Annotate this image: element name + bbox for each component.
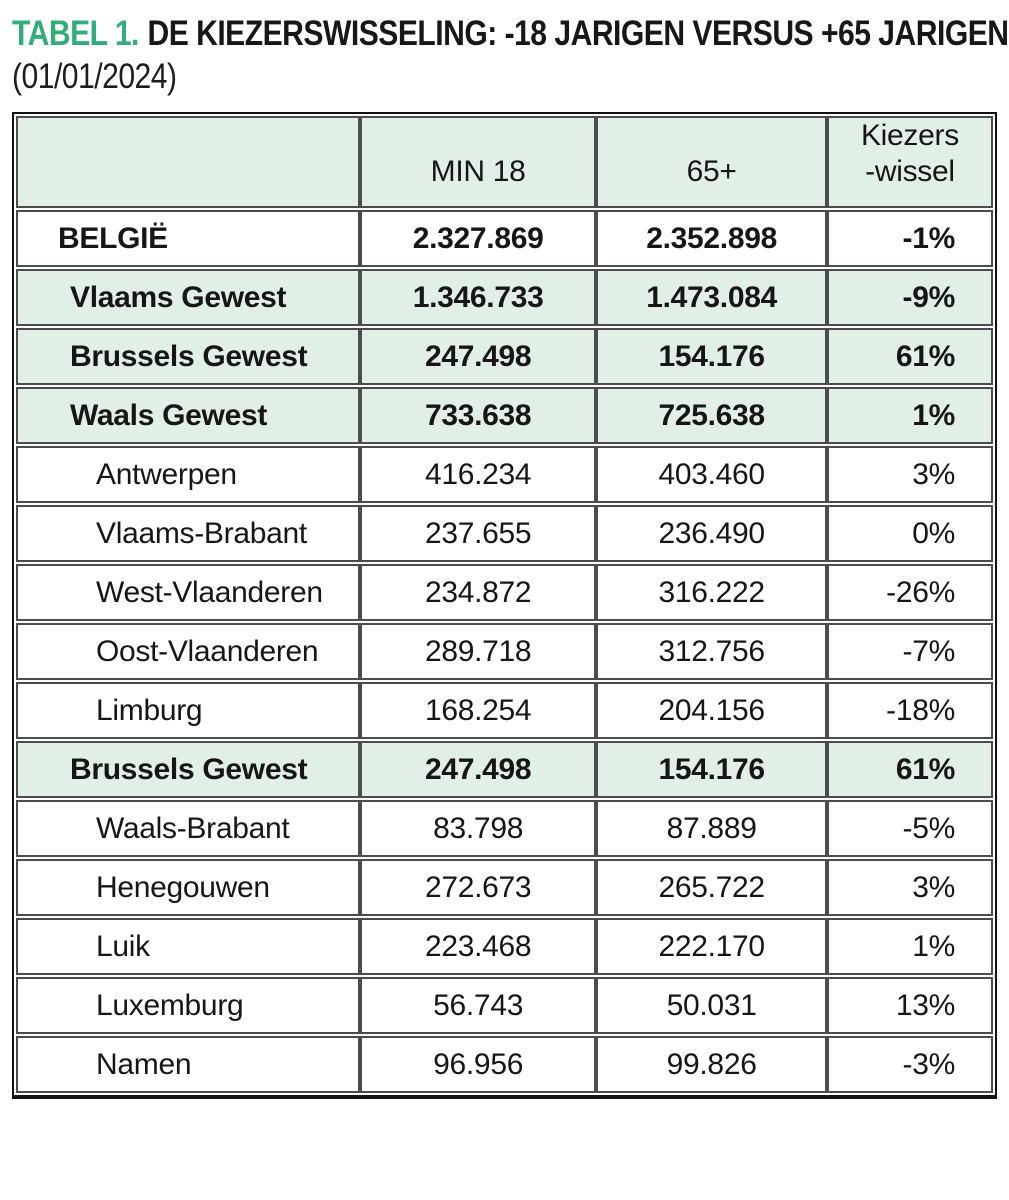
plus65-cell: 725.638 xyxy=(596,387,827,444)
table-row xyxy=(16,623,993,680)
plus65-cell: 316.222 xyxy=(596,564,827,621)
min18-cell: 2.327.869 xyxy=(360,210,596,267)
plus65-cell: 204.156 xyxy=(596,682,827,739)
row-label-cell: Luxemburg xyxy=(16,977,360,1034)
table-number-label: TABEL 1. xyxy=(12,14,139,53)
kiezerswissel-cell: 0% xyxy=(827,505,993,562)
kiezerswisseling-table xyxy=(16,114,993,1095)
kiezerswissel-cell: 1% xyxy=(827,387,993,444)
min18-cell: 1.346.733 xyxy=(360,269,596,326)
row-label-cell: Oost-Vlaanderen xyxy=(16,623,360,680)
table-row xyxy=(16,977,993,1034)
plus65-cell: 236.490 xyxy=(596,505,827,562)
plus65-cell: 403.460 xyxy=(596,446,827,503)
min18-cell: 237.655 xyxy=(360,505,596,562)
row-label-cell: Luik xyxy=(16,918,360,975)
row-label-cell: Waals Gewest xyxy=(16,387,360,444)
min18-cell: 168.254 xyxy=(360,682,596,739)
table-row xyxy=(16,741,993,798)
kiezerswissel-cell: -7% xyxy=(827,623,993,680)
table-row xyxy=(16,682,993,739)
header-kiezerswissel-line1: Kiezers xyxy=(860,119,959,152)
header-min18-cell: MIN 18 xyxy=(360,116,596,208)
min18-cell: 272.673 xyxy=(360,859,596,916)
kiezerswissel-cell: 3% xyxy=(827,859,993,916)
table-caption xyxy=(0,0,1009,98)
min18-cell: 247.498 xyxy=(360,328,596,385)
table-row xyxy=(16,328,993,385)
plus65-cell: 222.170 xyxy=(596,918,827,975)
kiezerswissel-cell: -3% xyxy=(827,1036,993,1093)
kiezerswissel-cell: -5% xyxy=(827,800,993,857)
row-label-cell: Vlaams Gewest xyxy=(16,269,360,326)
row-label-cell: Brussels Gewest xyxy=(16,741,360,798)
min18-cell: 234.872 xyxy=(360,564,596,621)
row-label-cell: Limburg xyxy=(16,682,360,739)
row-label-cell: West-Vlaanderen xyxy=(16,564,360,621)
table-row xyxy=(16,918,993,975)
plus65-cell: 154.176 xyxy=(596,741,827,798)
row-label-cell: Antwerpen xyxy=(16,446,360,503)
min18-cell: 56.743 xyxy=(360,977,596,1034)
table-row xyxy=(16,446,993,503)
min18-cell: 96.956 xyxy=(360,1036,596,1093)
plus65-cell: 1.473.084 xyxy=(596,269,827,326)
min18-cell: 289.718 xyxy=(360,623,596,680)
table-row xyxy=(16,387,993,444)
header-row xyxy=(16,116,993,208)
min18-cell: 733.638 xyxy=(360,387,596,444)
header-kiezerswissel-line2: -wissel xyxy=(865,155,955,188)
data-table-frame xyxy=(12,112,997,1099)
kiezerswissel-cell: 61% xyxy=(827,328,993,385)
min18-cell: 223.468 xyxy=(360,918,596,975)
row-label-cell: Vlaams-Brabant xyxy=(16,505,360,562)
table-title-line xyxy=(12,12,1009,55)
kiezerswissel-cell: 13% xyxy=(827,977,993,1034)
header-kiezerswissel-cell xyxy=(827,116,993,208)
table-title-date: (01/01/2024) xyxy=(12,57,177,96)
plus65-cell: 99.826 xyxy=(596,1036,827,1093)
min18-cell: 83.798 xyxy=(360,800,596,857)
kiezerswissel-cell: -26% xyxy=(827,564,993,621)
table-row xyxy=(16,269,993,326)
table-title-text: DE KIEZERSWISSELING: -18 JARIGEN VERSUS +65 JARIGEN xyxy=(147,14,1009,53)
min18-cell: 247.498 xyxy=(360,741,596,798)
kiezerswissel-cell: -18% xyxy=(827,682,993,739)
plus65-cell: 2.352.898 xyxy=(596,210,827,267)
header-empty-cell xyxy=(16,116,360,208)
row-label-cell: Henegouwen xyxy=(16,859,360,916)
table-body xyxy=(16,210,993,1093)
plus65-cell: 50.031 xyxy=(596,977,827,1034)
plus65-cell: 312.756 xyxy=(596,623,827,680)
row-label-cell: Namen xyxy=(16,1036,360,1093)
kiezerswissel-cell: -9% xyxy=(827,269,993,326)
kiezerswissel-cell: -1% xyxy=(827,210,993,267)
table-header xyxy=(16,116,993,208)
min18-cell: 416.234 xyxy=(360,446,596,503)
row-label-cell: Waals-Brabant xyxy=(16,800,360,857)
row-label-cell: Brussels Gewest xyxy=(16,328,360,385)
plus65-cell: 87.889 xyxy=(596,800,827,857)
kiezerswissel-cell: 61% xyxy=(827,741,993,798)
table-row xyxy=(16,210,993,267)
row-label-cell: BELGIË xyxy=(16,210,360,267)
header-65plus-cell: 65+ xyxy=(596,116,827,208)
table-row xyxy=(16,564,993,621)
plus65-cell: 154.176 xyxy=(596,328,827,385)
kiezerswissel-cell: 1% xyxy=(827,918,993,975)
table-row xyxy=(16,800,993,857)
table-row xyxy=(16,505,993,562)
table-row xyxy=(16,1036,993,1093)
table-row xyxy=(16,859,993,916)
plus65-cell: 265.722 xyxy=(596,859,827,916)
kiezerswissel-cell: 3% xyxy=(827,446,993,503)
